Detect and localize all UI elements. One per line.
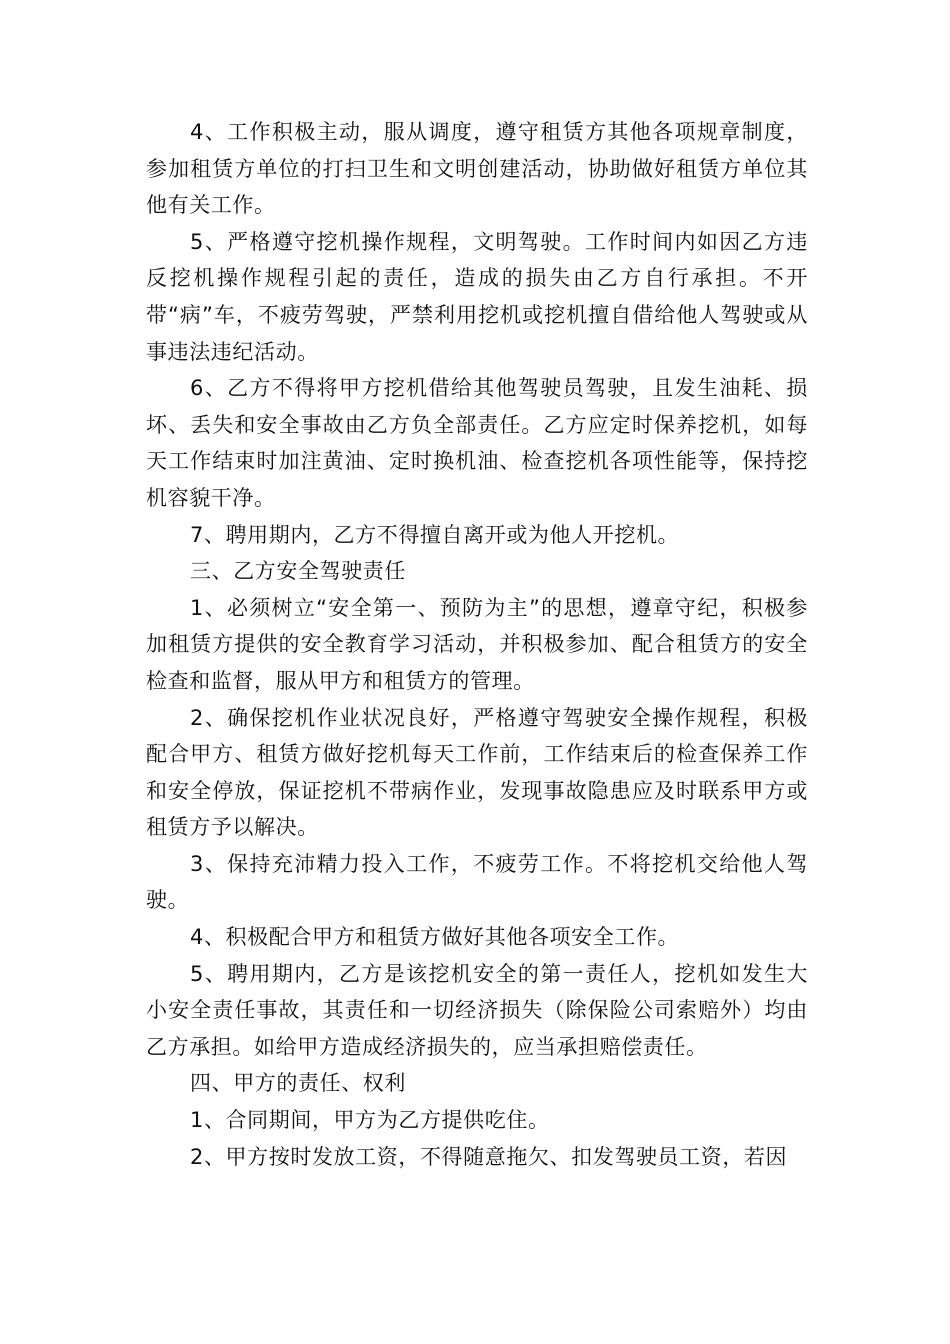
paragraph-party-a-item-2: 2、甲方按时发放工资，不得随意拖欠、扣发驾驶员工资，若因 bbox=[190, 1144, 788, 1169]
document-page bbox=[146, 114, 808, 1175]
section-heading-safe-driving: 三、乙方安全驾驶责任 bbox=[190, 559, 406, 584]
paragraph-item-5-operating-rules: 5、严格遵守挖机操作规程，文明驾驶。工作时间内如因乙方违反挖机操作规程引起的责任，造成的损失由乙方自行承担。不开带“病”车，不疲劳驾驶，严禁利用挖机或挖机擅自借给他人驾驶或从事违法违纪活动。 bbox=[146, 229, 808, 364]
paragraph-item-6-lending-maintenance: 6、乙方不得将甲方挖机借给其他驾驶员驾驶，且发生油耗、损坏、丢失和安全事故由乙方负全部责任。乙方应定时保养挖机，如每天工作结束时加注黄油、定时换机油、检查挖机各项性能等，保持挖机容貌干净。 bbox=[146, 376, 808, 510]
paragraph-party-a-item-1: 1、合同期间，甲方为乙方提供吃住。 bbox=[190, 1108, 550, 1133]
paragraph-item-7-employment-period: 7、聘用期内，乙方不得擅自离开或为他人开挖机。 bbox=[190, 522, 680, 547]
paragraph-safety-item-5: 5、聘用期内，乙方是该挖机安全的第一责任人，挖机如发生大小安全责任事故，其责任和一切经济损失（除保险公司索赔外）均由乙方承担。如给甲方造成经济损失的，应当承担赔偿责任。 bbox=[146, 961, 808, 1059]
paragraph-safety-item-3: 3、保持充沛精力投入工作，不疲劳工作。不将挖机交给他人驾驶。 bbox=[146, 851, 808, 913]
paragraph-safety-item-4: 4、积极配合甲方和租赁方做好其他各项安全工作。 bbox=[190, 925, 680, 950]
paragraph-safety-item-2: 2、确保挖机作业状况良好，严格遵守驾驶安全操作规程，积极配合甲方、租赁方做好挖机每天工作前，工作结束后的检查保养工作和安全停放，保证挖机不带病作业，发现事故隐患应及时联系甲方或租赁方予以解决。 bbox=[146, 705, 808, 840]
section-heading-party-a-rights: 四、甲方的责任、权利 bbox=[190, 1071, 406, 1096]
paragraph-safety-item-1: 1、必须树立“安全第一、预防为主”的思想，遵章守纪，积极参加租赁方提供的安全教育学习活动，并积极参加、配合租赁方的安全检查和监督，服从甲方和租赁方的管理。 bbox=[146, 595, 808, 693]
paragraph-item-4-work-attitude: 4、工作积极主动，服从调度，遵守租赁方其他各项规章制度，参加租赁方单位的打扫卫生和文明创建活动，协助做好租赁方单位其他有关工作。 bbox=[146, 120, 808, 218]
